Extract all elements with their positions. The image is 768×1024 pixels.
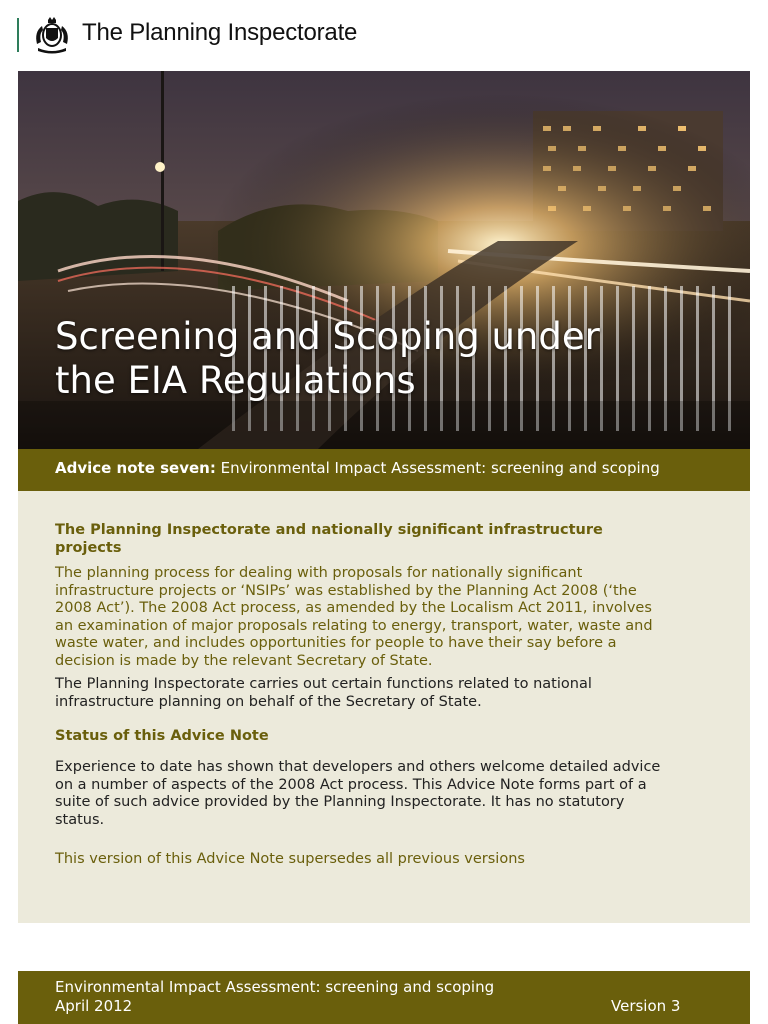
paragraph-functions: The Planning Inspectorate carries out certain functions related to national infrastructure planning on behalf of the Secretary of State. (55, 676, 592, 710)
footer-date: April 2012 (55, 997, 133, 1015)
intro-panel (18, 491, 750, 923)
advice-note-subtitle (55, 459, 660, 477)
page-footer (18, 971, 750, 1024)
cover-image (18, 71, 750, 449)
royal-crest-icon (28, 14, 76, 56)
title-line-1: Screening and Scoping under (55, 315, 600, 358)
title-line-2: the EIA Regulations (55, 359, 416, 402)
advice-note-topic: Environmental Impact Assessment: screening and scoping (215, 459, 660, 477)
paragraph-supersedes: This version of this Advice Note supersedes all previous versions (55, 851, 525, 867)
footer-title: Environmental Impact Assessment: screening and scoping (55, 978, 495, 996)
page-header (0, 0, 768, 70)
organisation-name: The Planning Inspectorate (82, 19, 358, 46)
section-heading-planning-inspectorate: The Planning Inspectorate and nationally significant infrastructure projects (55, 522, 603, 556)
document-title (55, 315, 735, 403)
footer-version: Version 3 (611, 997, 681, 1015)
header-divider (17, 18, 19, 52)
advice-note-band (18, 449, 750, 491)
section-heading-status: Status of this Advice Note (55, 728, 269, 744)
advice-note-number: Advice note seven: (55, 459, 216, 477)
paragraph-planning-process: The planning process for dealing with proposals for nationally significant infrastructure projects or ‘NSIPs’ was established by the Planning Act 2008 (‘the 2008 Act’). The 2008 Act process, as amended by the Localism Act 2011, involves an examination of major proposals relating to energy, transport, water, waste and waste water, and includes opportunities for people to have their say before a decision is made by the relevant Secretary of State. (55, 565, 653, 669)
paragraph-status: Experience to date has shown that developers and others welcome detailed advice on a number of aspects of the 2008 Act process. This Advice Note forms part of a suite of such advice provided by the Planning Inspectorate. It has no statutory status. (55, 759, 661, 828)
